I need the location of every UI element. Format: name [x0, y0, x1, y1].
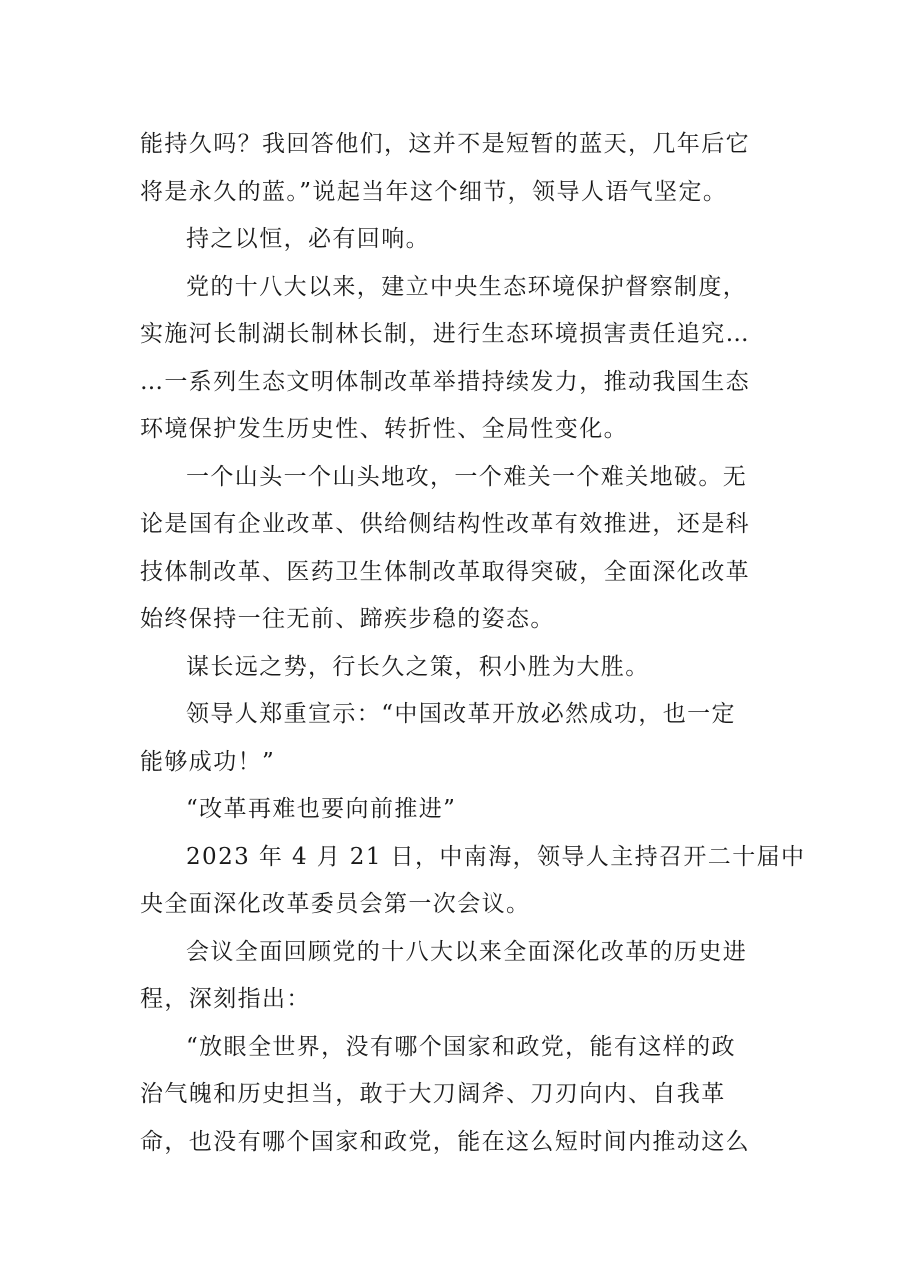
paragraph-9	[140, 929, 770, 1024]
text-line: 环境保护发生历史性、转折性、全局性变化。	[140, 416, 628, 442]
text-line: 领导人郑重宣示：“中国改革开放必然成功，也一定	[186, 701, 736, 727]
text-line: 持之以恒，必有回响。	[186, 226, 430, 252]
text-line: “放眼全世界，没有哪个国家和政党，能有这样的政	[186, 1033, 736, 1060]
paragraph-8	[140, 834, 806, 929]
paragraph-6	[140, 691, 770, 786]
text-line: “改革再难也要向前推进”	[186, 796, 457, 822]
paragraph-1	[140, 121, 770, 216]
text-line: 2023 年 4 月 21 日，中南海，领导人主持召开二十届中	[186, 843, 806, 870]
paragraph-10	[140, 1024, 770, 1167]
text-line: 谋长远之势，行长久之策，积小胜为大胜。	[186, 653, 650, 680]
text-line: 始终保持一往无前、蹄疾步稳的姿态。	[140, 606, 555, 632]
text-line: 将是永久的蓝。”说起当年这个细节，领导人语气坚定。	[140, 178, 728, 205]
text-line: 一个山头一个山头地攻，一个难关一个难关地破。无	[186, 463, 748, 490]
text-line: 能持久吗？我回答他们，这并不是短暂的蓝天，几年后它	[140, 131, 750, 157]
paragraph-5	[140, 644, 770, 692]
text-line: 治气魄和历史担当，敢于大刀阔斧、刀刃向内、自我革	[140, 1081, 726, 1107]
text-line: 技体制改革、医药卫生体制改革取得突破，全面深化改革	[140, 558, 750, 585]
paragraph-4	[140, 454, 770, 644]
section-heading	[140, 786, 770, 834]
text-line: 能够成功！”	[140, 748, 276, 775]
paragraph-3	[140, 264, 770, 454]
text-line: …一系列生态文明体制改革举措持续发力，推动我国生态	[140, 368, 750, 395]
paragraph-2	[140, 216, 770, 264]
text-line: 命，也没有哪个国家和政党，能在这么短时间内推动这么	[140, 1128, 750, 1155]
text-line: 程，深刻指出：	[140, 986, 311, 1012]
text-line: 央全面深化改革委员会第一次会议。	[140, 891, 531, 917]
text-line: 党的十八大以来，建立中央生态环境保护督察制度，	[186, 273, 748, 300]
text-line: 论是国有企业改革、供给侧结构性改革有效推进，还是科	[140, 511, 750, 537]
text-line: 实施河长制湖长制林长制，进行生态环境损害责任追究…	[140, 321, 750, 347]
text-line: 会议全面回顾党的十八大以来全面深化改革的历史进	[186, 938, 748, 965]
document-body	[140, 121, 806, 1166]
